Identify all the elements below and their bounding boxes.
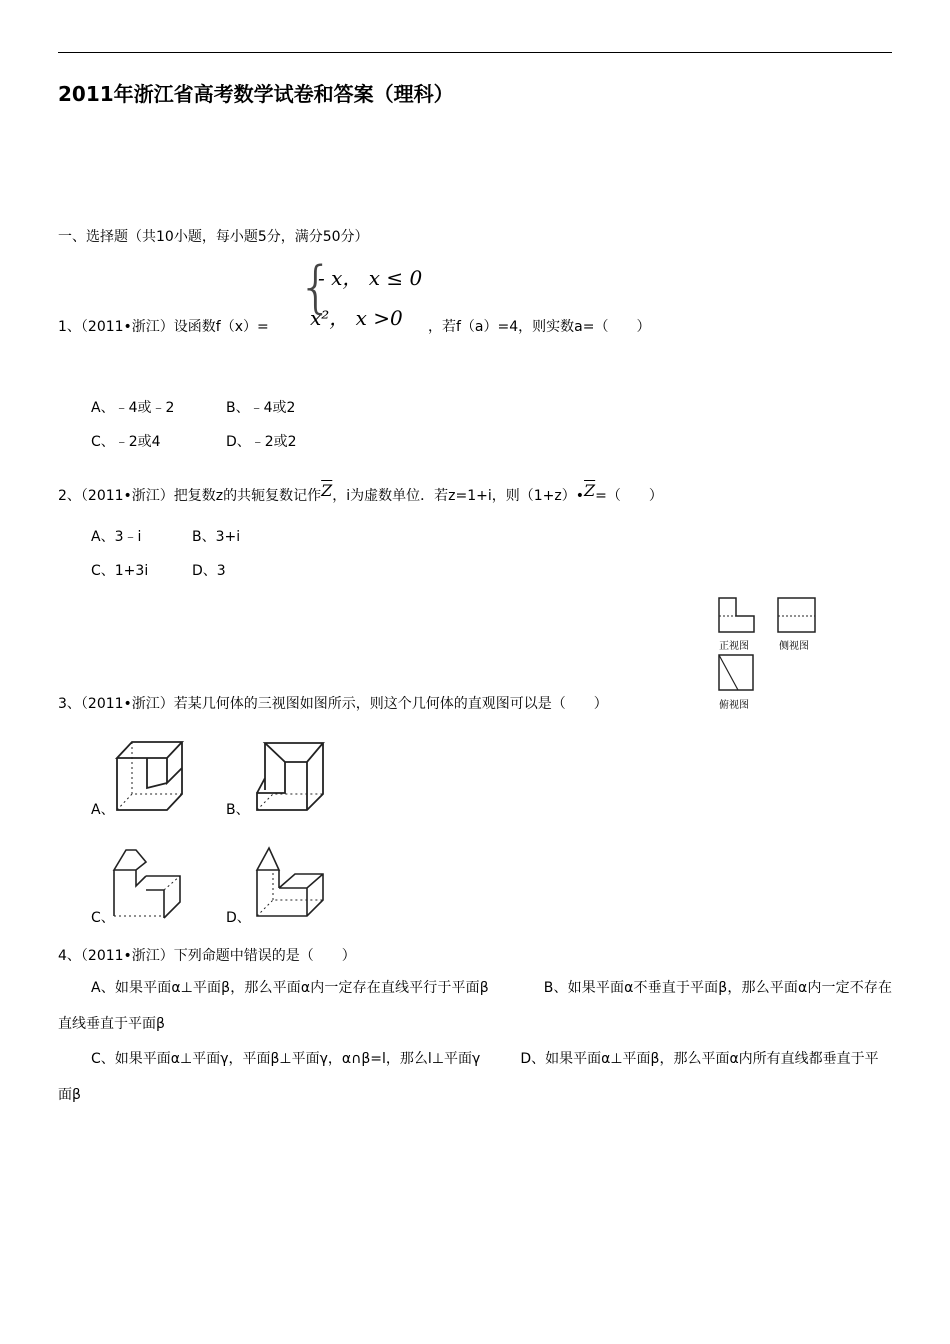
q2-option-c: C、1+3i bbox=[91, 563, 149, 579]
q1-case1: - x， x ≤ 0 bbox=[318, 266, 423, 290]
z-conjugate: $\overline{Z}$ bbox=[321, 481, 333, 500]
z-conjugate-2: $\overline{Z}$ bbox=[584, 481, 596, 500]
q1-stem-end: ，若f（a）=4，则实数a=（ ） bbox=[428, 319, 651, 335]
q4-option-c: C、如果平面α⊥平面γ，平面β⊥平面γ，α∩β=l，那么l⊥平面γ bbox=[91, 1051, 481, 1067]
option-d-figure bbox=[255, 846, 335, 921]
header-rule bbox=[58, 52, 892, 53]
q1-stem: 1、（2011•浙江）设函数f（x）= bbox=[58, 319, 269, 335]
front-view-shape bbox=[719, 598, 754, 632]
q3-option-d: D、 bbox=[226, 910, 251, 926]
q4-options-ab bbox=[58, 970, 892, 1042]
q3-option-b: B、 bbox=[226, 802, 250, 818]
q4-option-b: B、如果平面α不垂直于平面β，那么平面α内一定不存在直线垂直于平面β bbox=[58, 980, 892, 1032]
q1-option-c: C、﹣2或4 bbox=[91, 434, 161, 450]
q2-text-1: 2、（2011•浙江）把复数z的共轭复数记作 bbox=[58, 488, 322, 504]
q2-option-b: B、3+i bbox=[192, 529, 241, 545]
q3-stem: 3、（2011•浙江）若某几何体的三视图如图所示，则这个几何体的直观图可以是（ ） bbox=[58, 696, 608, 712]
q2-option-d: D、3 bbox=[192, 563, 226, 579]
q2-stem bbox=[58, 481, 663, 505]
q3-option-a: A、 bbox=[91, 802, 115, 818]
q1-brace: { bbox=[298, 255, 334, 320]
q2-text-3: =（ ） bbox=[595, 488, 663, 504]
section-heading: 一、选择题（共10小题，每小题5分，满分50分） bbox=[58, 229, 369, 245]
option-b-figure bbox=[255, 738, 335, 813]
top-view-shape bbox=[719, 655, 753, 690]
q2-option-a: A、3﹣i bbox=[91, 529, 142, 545]
top-view-label: 俯视图 bbox=[719, 700, 749, 711]
page-title: 2011年浙江省高考数学试卷和答案（理科） bbox=[58, 82, 454, 106]
side-view-label: 侧视图 bbox=[779, 641, 809, 652]
side-view-shape bbox=[778, 598, 815, 632]
q1-option-b: B、﹣4或2 bbox=[226, 400, 296, 416]
q1-case2: x²， x >0 bbox=[310, 306, 403, 330]
front-view-label: 正视图 bbox=[719, 641, 749, 652]
q4-option-d: D、如果平面α⊥平面β，那么平面α内所有直线都垂直于平面β bbox=[58, 1051, 879, 1103]
q2-text-2: ，i为虚数单位．若z=1+i，则（1+z）• bbox=[332, 488, 585, 504]
q3-option-c: C、 bbox=[91, 910, 115, 926]
option-c-figure bbox=[112, 846, 192, 921]
q1-option-a: A、﹣4或﹣2 bbox=[91, 400, 175, 416]
q4-stem: 4、（2011•浙江）下列命题中错误的是（ ） bbox=[58, 948, 356, 964]
option-a-figure bbox=[112, 738, 192, 813]
q4-options-cd bbox=[58, 1041, 892, 1113]
q1-option-d: D、﹣2或2 bbox=[226, 434, 297, 450]
q4-option-a: A、如果平面α⊥平面β，那么平面α内一定存在直线平行于平面β bbox=[91, 980, 489, 996]
